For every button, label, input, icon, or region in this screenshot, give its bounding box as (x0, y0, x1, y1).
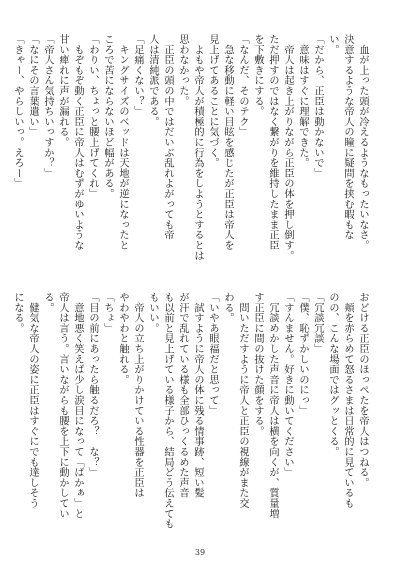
bottom-text-column-7: 冗談めかした声音に帝人は横を向くが、質量増 (267, 292, 278, 519)
top-text-column-19: 「わりい、ちょっと腰上げてくれ」 (87, 34, 98, 199)
top-text-column-12: よもや帝人が積極的に行為をしようとするとは (192, 34, 203, 261)
top-text-column-20: もぞもぞ動く正臣に帝人はむずがゆいような (72, 34, 83, 251)
bottom-text-column-10: わる。 (222, 292, 233, 323)
bottom-text-column-23: 健気な帝人の姿に正臣はすぐにでも達しそう (27, 292, 38, 509)
bottom-text-column-13: が汗で乱れている様も全部ひっくるめた声音 (177, 292, 188, 498)
top-text-column-16: 「足痛くない？」 (132, 34, 143, 117)
top-text-column-6: 帝人は起き上がりながら正臣の体を押し倒す。 (282, 34, 293, 261)
bottom-text-column-22: る。 (42, 292, 53, 313)
bottom-text-column-19: 「目の前にあったら触るだろ？ な？」 (87, 292, 98, 478)
bottom-text-column-5: 「僕、恥ずかしいのにっ」 (297, 292, 308, 416)
bottom-text-column-11: 「いやあ眼福だと思って」 (207, 292, 218, 416)
top-text-column-17: キングサイズのベッドは天地が逆になったと (117, 34, 128, 251)
top-text-column-11: 見上げてあることに気づく。 (207, 34, 218, 168)
top-text-column-23: 「なにその言葉遣い」 (27, 34, 38, 137)
bottom-text-column-20: 意地悪く笑えば少し涙目になって「ばかぁ」と (72, 292, 83, 519)
bottom-text-column-16: 帝人の立ち上がりかけている性器を正臣は (132, 292, 143, 498)
bottom-text-column-3: のの、こんな場面ではグッとくる。 (327, 292, 338, 457)
top-text-column-13: 思わなかった。 (177, 34, 188, 107)
bottom-text-column-6: 「すんません。好きに動いてください」 (282, 292, 293, 478)
bottom-text-column-24: になる。 (12, 292, 23, 334)
top-text-column-7: ただ押すのではなく繋がりを維持したまま正臣 (267, 34, 278, 251)
bottom-text-column-15: もいい。 (147, 292, 158, 334)
bottom-text-column-1: おどける正臣のほっぺたを帝人はつねる。 (357, 292, 368, 488)
top-text-column-22: 「帝人さん気持ちいっすか？」 (42, 34, 53, 179)
top-text-column-1: 血が上った頭が冷えるようなもったいなさ。 (357, 34, 368, 251)
bottom-text-column-2: 頬を赤らめて怒るさまは日常的に見ているも (342, 292, 353, 509)
top-text-column-5: 意味はすぐに理解できた。 (297, 34, 308, 168)
top-text-column-9: 「なんだ、そのテク」 (237, 34, 248, 137)
bottom-text-column-9: 問いただすように帝人と正臣の視線がまた交 (237, 292, 248, 509)
top-text-column-8: を下敷きにする。 (252, 34, 263, 117)
top-text-block (12, 34, 370, 284)
top-text-column-24: 「きゃー、やらしいっ。えろー」 (12, 34, 23, 189)
top-text-column-21: 甘い痺れに声が漏れる。 (57, 34, 68, 148)
bottom-text-column-17: やわやわと触れる。 (117, 292, 128, 385)
bottom-text-block (12, 292, 370, 537)
top-text-column-3: い。 (327, 34, 338, 55)
bottom-text-column-4: 「冗談冗談」 (312, 292, 323, 354)
bottom-text-column-18: 「ちょ」 (102, 292, 113, 334)
bottom-text-column-12: 試すように帝人の体に残る情事跡、短い髪 (192, 292, 203, 498)
top-text-column-14: 正臣の頭の中ではだいぶ乱れよがっても帝 (162, 34, 173, 240)
top-text-column-18: ころで苦にならないほど幅がある。 (102, 34, 113, 199)
top-text-column-10: 急な移動に軽い目眩を感じたが正臣は帝人を (222, 34, 233, 251)
top-text-column-2: 決意するような帝人の瞳に疑問を挟む暇もな (342, 34, 353, 240)
top-text-column-15: 人は清純派である。 (147, 34, 158, 127)
bottom-text-column-14: も以前と見上げている様子から、結局どう伝えても (162, 292, 173, 529)
bottom-text-column-21: 帝人は言う。言いながらも腰を上下に動かしてい (57, 292, 68, 519)
bottom-text-column-8: す正臣に間の抜けた顔をする。 (252, 292, 263, 437)
page-number: 39 (194, 548, 206, 557)
top-text-column-4: 「だから、正臣は動かないで」 (312, 34, 323, 179)
